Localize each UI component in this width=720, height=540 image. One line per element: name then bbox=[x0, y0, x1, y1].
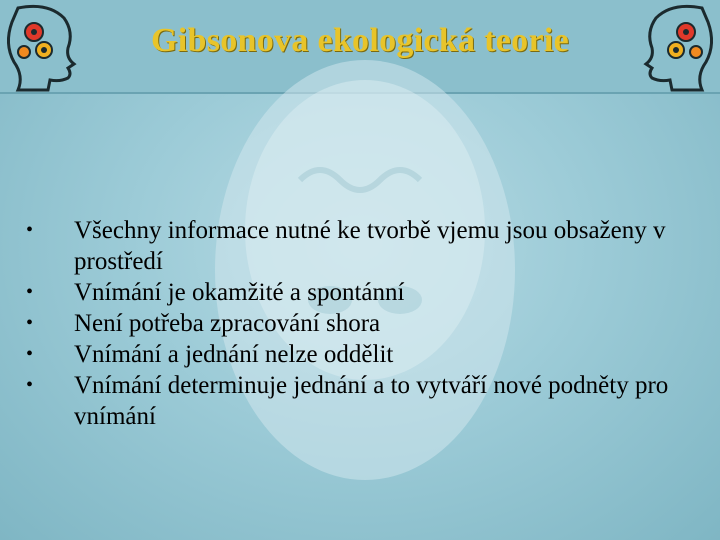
bullet-glyph: • bbox=[26, 281, 34, 303]
bullet-text: Vnímání je okamžité a spontánní bbox=[74, 279, 405, 306]
bullet-item bbox=[26, 277, 696, 308]
bullet-text: Není potřeba zpracování shora bbox=[74, 310, 381, 337]
bullet-item bbox=[26, 308, 696, 339]
bullet-glyph: • bbox=[26, 374, 34, 396]
bullet-list bbox=[26, 215, 696, 432]
bullet-text: Všechny informace nutné ke tvorbě vjemu jsou obsaženy v prostředí bbox=[74, 217, 666, 275]
bullet-text: Vnímání determinuje jednání a to vytváří nové podněty pro vnímání bbox=[74, 372, 669, 430]
bullet-item bbox=[26, 370, 696, 432]
slide-title: Gibsonova ekologická teorie bbox=[151, 22, 569, 59]
bullet-text: Vnímání a jednání nelze oddělit bbox=[74, 341, 394, 368]
bullet-glyph: • bbox=[26, 219, 34, 241]
bullet-glyph: • bbox=[26, 343, 34, 365]
bullet-glyph: • bbox=[26, 312, 34, 334]
bullet-item bbox=[26, 339, 696, 370]
bullet-item bbox=[26, 215, 696, 277]
